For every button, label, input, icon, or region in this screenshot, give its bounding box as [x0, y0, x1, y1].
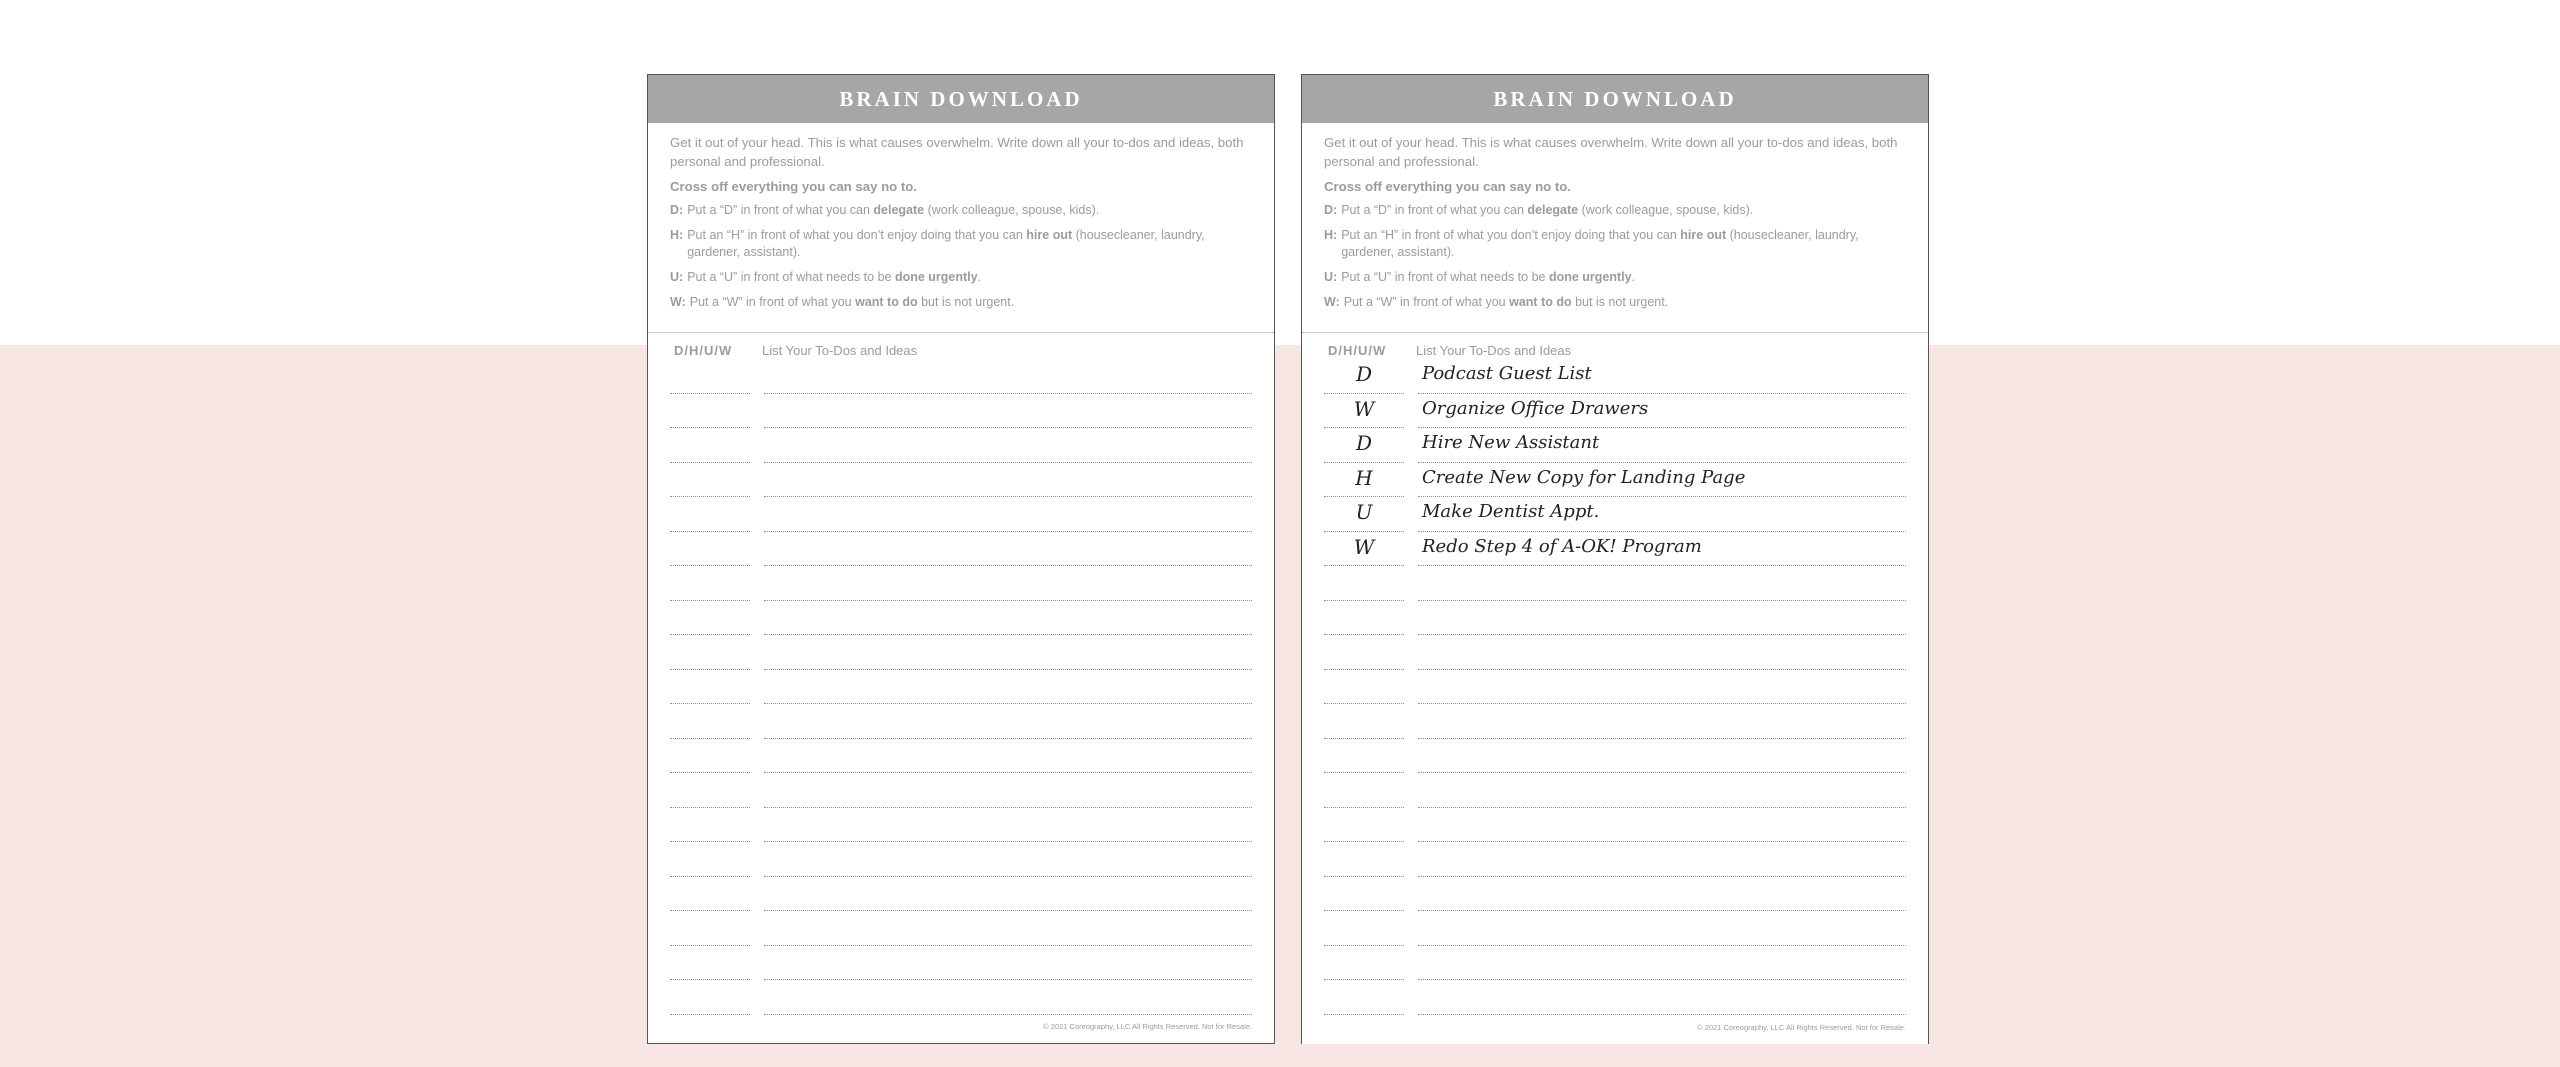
entry-row: [1324, 980, 1906, 1015]
rule-key: U:: [670, 270, 684, 284]
rule-key: H:: [1324, 228, 1338, 242]
entry-row: [1324, 808, 1906, 843]
cross-off-text: Cross off everything you can say no to.: [1324, 179, 1571, 194]
code-cell[interactable]: [670, 670, 750, 705]
rule-text: Put a “U” in front of what needs to be done urgently.: [687, 270, 982, 284]
item-cell[interactable]: [1418, 808, 1906, 843]
item-cell[interactable]: [1418, 601, 1906, 636]
item-cell[interactable]: [1418, 877, 1906, 912]
rule-text: Put a “D” in front of what you can delegate (work colleague, spouse, kids).: [1341, 203, 1754, 217]
item-cell[interactable]: [764, 635, 1252, 670]
code-cell[interactable]: [670, 704, 750, 739]
rule-delegate: [1324, 202, 1906, 219]
item-cell[interactable]: [764, 428, 1252, 463]
rule-text: Put an “H” in front of what you don’t enjoy doing that you can hire out (housecleaner, laundry, gardener, assistant).: [687, 228, 1205, 259]
intro-text: Get it out of your head. This is what causes overwhelm. Write down all your to-dos and ideas, both personal and professional.: [1324, 135, 1898, 169]
entry-row: [1324, 877, 1906, 912]
rule-want: [670, 294, 1252, 311]
item-cell[interactable]: [1418, 566, 1906, 601]
entry-row: [1324, 428, 1906, 463]
rule-key: U:: [1324, 270, 1338, 284]
item-cell[interactable]: Redo Step 4 of A-OK! Program: [1418, 532, 1906, 567]
item-cell[interactable]: [1418, 842, 1906, 877]
code-column-header: D/H/U/W: [674, 343, 733, 358]
rule-text: Put a “W” in front of what you want to do but is not urgent.: [689, 295, 1015, 309]
code-cell[interactable]: [1324, 842, 1404, 877]
code-cell[interactable]: [1324, 601, 1404, 636]
item-cell[interactable]: [1418, 704, 1906, 739]
item-cell[interactable]: [764, 911, 1252, 946]
entry-row: [1324, 497, 1906, 532]
item-cell[interactable]: [764, 566, 1252, 601]
rule-key: W:: [670, 295, 686, 309]
entry-rows: [1324, 359, 1906, 1015]
rule-urgent: [1324, 269, 1906, 286]
background-band: [0, 345, 2560, 1067]
entry-row: [1324, 566, 1906, 601]
code-cell[interactable]: D: [1324, 359, 1404, 394]
code-cell[interactable]: W: [1324, 532, 1404, 567]
rule-text: Put a “W” in front of what you want to do but is not urgent.: [1343, 295, 1669, 309]
sheet-title: BRAIN DOWNLOAD: [839, 86, 1083, 111]
code-cell[interactable]: [1324, 635, 1404, 670]
code-cell[interactable]: [670, 911, 750, 946]
item-cell[interactable]: [764, 773, 1252, 808]
entry-row: [670, 773, 1252, 808]
code-cell[interactable]: [670, 463, 750, 498]
column-headers: [1324, 343, 1906, 358]
entry-row: [670, 428, 1252, 463]
rule-text: Put a “D” in front of what you can delegate (work colleague, spouse, kids).: [687, 203, 1100, 217]
item-cell[interactable]: [764, 704, 1252, 739]
item-cell[interactable]: [764, 877, 1252, 912]
copyright-footer: © 2021 Coreography, LLC All Rights Reserved. Not for Resale.: [1697, 1023, 1906, 1032]
entry-row: [1324, 601, 1906, 636]
code-column-header: D/H/U/W: [1328, 343, 1387, 358]
item-cell[interactable]: [764, 670, 1252, 705]
rule-text: Put a “U” in front of what needs to be done urgently.: [1341, 270, 1636, 284]
code-cell[interactable]: [670, 808, 750, 843]
entry-row: [1324, 670, 1906, 705]
code-cell[interactable]: [670, 566, 750, 601]
code-cell[interactable]: [670, 428, 750, 463]
item-cell[interactable]: [764, 842, 1252, 877]
item-cell[interactable]: [764, 359, 1252, 394]
code-cell[interactable]: [1324, 946, 1404, 981]
entry-row: [670, 808, 1252, 843]
entry-row: [670, 842, 1252, 877]
rule-key: W:: [1324, 295, 1340, 309]
code-cell[interactable]: U: [1324, 497, 1404, 532]
entry-row: [670, 566, 1252, 601]
entry-row: [670, 704, 1252, 739]
item-cell[interactable]: [1418, 670, 1906, 705]
code-cell[interactable]: H: [1324, 463, 1404, 498]
list-column-header: List Your To-Dos and Ideas: [762, 343, 918, 358]
rule-hire: [670, 227, 1252, 261]
item-cell[interactable]: [1418, 773, 1906, 808]
item-cell[interactable]: [764, 394, 1252, 429]
code-cell[interactable]: [670, 773, 750, 808]
entry-row: [1324, 773, 1906, 808]
entry-row: [1324, 463, 1906, 498]
entry-row: [1324, 704, 1906, 739]
code-cell[interactable]: [1324, 704, 1404, 739]
code-cell[interactable]: [1324, 980, 1404, 1015]
item-cell[interactable]: [764, 463, 1252, 498]
item-cell[interactable]: [1418, 635, 1906, 670]
rule-want: [1324, 294, 1906, 311]
code-cell[interactable]: [1324, 773, 1404, 808]
instructions: [648, 123, 1274, 311]
code-cell[interactable]: [670, 635, 750, 670]
code-cell[interactable]: [1324, 670, 1404, 705]
entry-row: [1324, 359, 1906, 394]
worksheet-blank: [647, 74, 1275, 1044]
code-cell[interactable]: [670, 532, 750, 567]
entry-row: [670, 670, 1252, 705]
entry-row: [670, 739, 1252, 774]
entry-row: [670, 601, 1252, 636]
instructions: [1302, 123, 1928, 311]
entry-row: [1324, 842, 1906, 877]
code-cell[interactable]: [1324, 739, 1404, 774]
rule-urgent: [670, 269, 1252, 286]
code-cell[interactable]: [1324, 877, 1404, 912]
code-cell[interactable]: [670, 739, 750, 774]
item-cell[interactable]: [764, 808, 1252, 843]
entry-row: [670, 911, 1252, 946]
rule-text: Put an “H” in front of what you don’t enjoy doing that you can hire out (housecleaner, laundry, gardener, assistant).: [1341, 228, 1859, 259]
code-cell[interactable]: [670, 877, 750, 912]
rule-key: D:: [670, 203, 684, 217]
rule-key: H:: [670, 228, 684, 242]
entry-row: [1324, 532, 1906, 567]
sheet-header: [648, 75, 1274, 123]
code-cell[interactable]: W: [1324, 394, 1404, 429]
entry-row: [1324, 394, 1906, 429]
cross-off-text: Cross off everything you can say no to.: [670, 179, 917, 194]
item-cell[interactable]: Hire New Assistant: [1418, 428, 1906, 463]
code-cell[interactable]: [670, 842, 750, 877]
sheet-header: [1302, 75, 1928, 123]
intro-text: Get it out of your head. This is what causes overwhelm. Write down all your to-dos and ideas, both personal and professional.: [670, 135, 1244, 169]
code-cell[interactable]: [1324, 566, 1404, 601]
item-cell[interactable]: [764, 601, 1252, 636]
code-cell[interactable]: [1324, 911, 1404, 946]
item-cell[interactable]: [1418, 980, 1906, 1015]
item-cell[interactable]: [764, 946, 1252, 981]
copyright-footer: © 2021 Coreography, LLC All Rights Reserved. Not for Resale.: [1043, 1022, 1252, 1031]
section-divider: [648, 332, 1274, 333]
sheet-title: BRAIN DOWNLOAD: [1493, 86, 1737, 111]
entry-row: [670, 877, 1252, 912]
code-cell[interactable]: [670, 601, 750, 636]
list-column-header: List Your To-Dos and Ideas: [1416, 343, 1572, 358]
item-cell[interactable]: Organize Office Drawers: [1418, 394, 1906, 429]
worksheet-filled: [1301, 74, 1929, 1044]
entry-row: [670, 635, 1252, 670]
code-cell[interactable]: [670, 497, 750, 532]
item-cell[interactable]: Make Dentist Appt.: [1418, 497, 1906, 532]
code-cell[interactable]: [670, 394, 750, 429]
item-cell[interactable]: [764, 980, 1252, 1015]
entry-row: [670, 394, 1252, 429]
code-cell[interactable]: [670, 946, 750, 981]
entry-row: [1324, 911, 1906, 946]
entry-row: [1324, 946, 1906, 981]
item-cell[interactable]: [764, 739, 1252, 774]
column-headers: [670, 343, 1252, 358]
entry-row: [1324, 635, 1906, 670]
rule-delegate: [670, 202, 1252, 219]
item-cell[interactable]: Create New Copy for Landing Page: [1418, 463, 1906, 498]
code-cell[interactable]: [1324, 808, 1404, 843]
entry-row: [670, 463, 1252, 498]
item-cell[interactable]: [1418, 739, 1906, 774]
item-cell[interactable]: [1418, 911, 1906, 946]
item-cell[interactable]: [1418, 946, 1906, 981]
entry-row: [1324, 739, 1906, 774]
entry-row: [670, 532, 1252, 567]
rule-hire: [1324, 227, 1906, 261]
item-cell[interactable]: [764, 497, 1252, 532]
code-cell[interactable]: [670, 980, 750, 1015]
entry-row: [670, 359, 1252, 394]
item-cell[interactable]: [764, 532, 1252, 567]
entry-row: [670, 946, 1252, 981]
item-cell[interactable]: Podcast Guest List: [1418, 359, 1906, 394]
code-cell[interactable]: D: [1324, 428, 1404, 463]
section-divider: [1302, 332, 1928, 333]
rule-key: D:: [1324, 203, 1338, 217]
entry-row: [670, 980, 1252, 1015]
code-cell[interactable]: [670, 359, 750, 394]
entry-rows: [670, 359, 1252, 1015]
entry-row: [670, 497, 1252, 532]
